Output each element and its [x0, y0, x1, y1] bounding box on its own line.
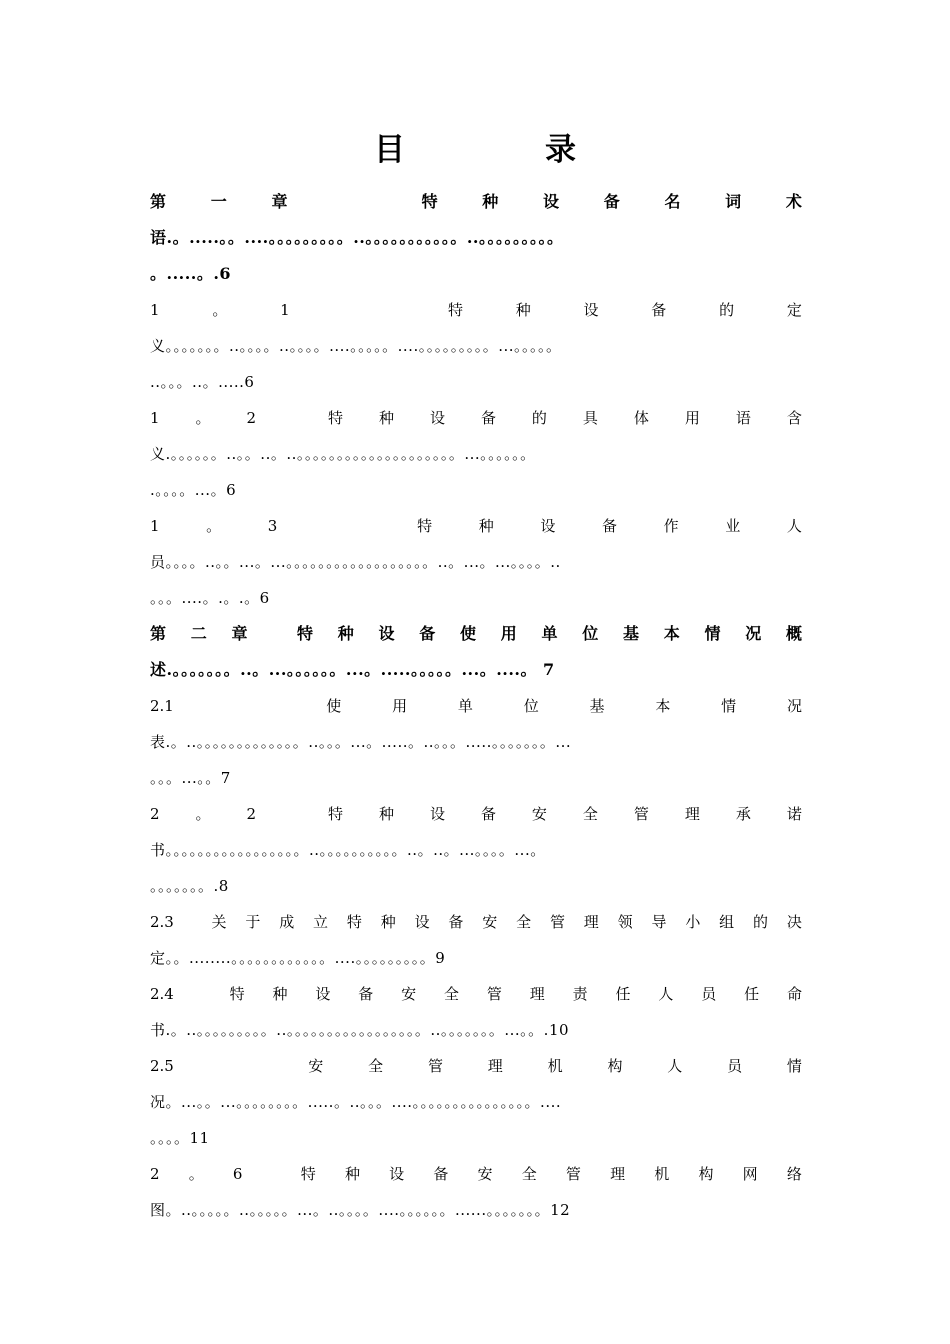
heading-char: 理	[610, 1165, 626, 1183]
heading-char: 种	[344, 1165, 360, 1183]
heading-char: 组	[719, 913, 735, 931]
heading-char: 特	[300, 1165, 316, 1183]
heading-char: 单	[541, 624, 558, 643]
toc-entry-heading[interactable]	[150, 298, 802, 322]
toc-entry-leader: 员。。。。..。。...。...。。。。。。。。。。。。。。。。。。..。...。...。。。。..	[150, 553, 561, 571]
heading-char: 定	[786, 301, 802, 319]
heading-char: 用	[500, 624, 517, 643]
heading-char: 用	[392, 697, 408, 715]
heading-char: 理	[583, 913, 599, 931]
heading-char: 立	[313, 913, 329, 931]
heading-char: 网	[742, 1165, 758, 1183]
heading-char: 管	[565, 1165, 581, 1183]
toc-entry-heading[interactable]	[150, 1054, 802, 1078]
toc-entry-leader: 义.。。。。。。..。。..。..。。。。。。。。。。。。。。。。。。。。...。。。。。。	[150, 445, 536, 463]
heading-char: 单	[457, 697, 473, 715]
heading-char: 1	[150, 517, 160, 535]
heading-char: 备	[602, 517, 618, 535]
heading-char: 的	[753, 913, 769, 931]
toc-entry-heading[interactable]	[150, 802, 802, 826]
heading-char: 具	[582, 409, 598, 427]
heading-char: 种	[380, 913, 396, 931]
heading-char: 管	[633, 805, 649, 823]
heading-char: 成	[279, 913, 295, 931]
heading-char: 2.3	[150, 913, 174, 931]
heading-char: 。	[195, 409, 211, 427]
toc-entry-leader: 况。...。。...。。。。。。。。.....。..。。。....。。。。。。。。。。。。。。。....	[150, 1093, 562, 1111]
heading-char: 种	[378, 805, 394, 823]
heading-char: 备	[651, 301, 667, 319]
heading-char: 全	[521, 1165, 537, 1183]
heading-char: 。	[212, 301, 228, 319]
heading-char: 6	[232, 1165, 243, 1183]
heading-char: 种	[478, 517, 494, 535]
heading-char: 设	[315, 985, 331, 1003]
toc-entry-heading[interactable]	[150, 622, 802, 646]
heading-char: 安	[482, 913, 498, 931]
title-char-2: 录	[545, 132, 576, 168]
heading-char: 领	[617, 913, 633, 931]
heading-char: 2.1	[150, 697, 174, 715]
heading-char: 备	[419, 624, 436, 643]
heading-char: 诺	[786, 805, 802, 823]
heading-char: 设	[583, 301, 599, 319]
heading-char: 管	[427, 1057, 443, 1075]
heading-char: 2.5	[150, 1057, 174, 1075]
heading-char: 词	[725, 192, 742, 211]
heading-char: 章	[271, 192, 288, 211]
heading-char: 。	[188, 1165, 204, 1183]
heading-char: 使	[459, 624, 476, 643]
toc-entry-page-number: 。。。....。.。.。6	[150, 589, 270, 607]
heading-char: 理	[487, 1057, 503, 1075]
heading-char: 1	[150, 301, 160, 319]
heading-char: 全	[582, 805, 598, 823]
toc-entry-page-number: 。。。...。。7	[150, 769, 231, 787]
toc-entry-heading[interactable]	[150, 910, 802, 934]
heading-char: 员	[701, 985, 717, 1003]
heading-char: 一	[210, 192, 227, 211]
heading-char: 特	[327, 409, 343, 427]
heading-char: 构	[607, 1057, 623, 1075]
heading-char: 全	[368, 1057, 384, 1075]
heading-char: 构	[698, 1165, 714, 1183]
heading-char: 人	[667, 1057, 683, 1075]
heading-char: 2	[150, 1165, 160, 1183]
heading-char: 任	[744, 985, 760, 1003]
heading-char: 。	[206, 517, 222, 535]
heading-char: 人	[786, 517, 802, 535]
heading-char: 情	[704, 624, 721, 643]
heading-char: 基	[589, 697, 605, 715]
toc-entry-page-number: 。。。。。。。.8	[150, 877, 229, 895]
heading-char: 全	[516, 913, 532, 931]
heading-char: 命	[786, 985, 802, 1003]
heading-char: 种	[515, 301, 531, 319]
heading-char: 设	[389, 1165, 405, 1183]
toc-entry-heading[interactable]	[150, 1162, 802, 1186]
heading-char: 理	[684, 805, 700, 823]
page-title	[0, 128, 950, 172]
heading-char: 管	[549, 913, 565, 931]
heading-char: 络	[786, 1165, 802, 1183]
heading-char: 概	[785, 624, 802, 643]
heading-char: 备	[448, 913, 464, 931]
heading-char: 备	[358, 985, 374, 1003]
heading-char: 使	[326, 697, 342, 715]
heading-char: 3	[267, 517, 278, 535]
toc-entry-leader: 书.。..。。。。。。。。。..。。。。。。。。。。。。。。。。。..。。。。。。。...。。.10	[150, 1021, 570, 1039]
heading-char: 管	[486, 985, 502, 1003]
title-char-1: 目	[374, 132, 405, 168]
toc-entry-page-number: 。。。。11	[150, 1129, 210, 1147]
heading-char: 第	[150, 192, 167, 211]
heading-char: 备	[480, 409, 496, 427]
toc-entry-page-number: ..。。。..。.....6	[150, 373, 255, 391]
heading-char: 全	[443, 985, 459, 1003]
heading-char: 语	[735, 409, 751, 427]
heading-char: 1	[150, 409, 160, 427]
heading-char: 况	[786, 697, 802, 715]
heading-char: 作	[663, 517, 679, 535]
heading-char: 种	[337, 624, 354, 643]
heading-char: 安	[308, 1057, 324, 1075]
toc-entry-leader: 书。。。。。。。。。。。。。。。。。..。。。。。。。。。。..。..。...。。。。...。	[150, 841, 546, 859]
heading-char: 。	[195, 805, 211, 823]
toc-entry-leader: 语.。.....。。....。。。。。。。。。..。。。。。。。。。。。..。。。。。。。。。	[150, 228, 564, 247]
heading-char: 特	[327, 805, 343, 823]
heading-char: 1	[280, 301, 290, 319]
heading-char: 术	[785, 192, 802, 211]
heading-char: 安	[401, 985, 417, 1003]
heading-char: 种	[272, 985, 288, 1003]
heading-char: 的	[531, 409, 547, 427]
heading-char: 机	[547, 1057, 563, 1075]
toc-entry-leader: 义。。。。。。。..。。。。..。。。。....。。。。。....。。。。。。。。。...。。。。。	[150, 337, 562, 355]
heading-char: 决	[786, 913, 802, 931]
toc-entry-heading[interactable]	[150, 406, 802, 430]
heading-char: 的	[719, 301, 735, 319]
heading-char: 2	[150, 805, 160, 823]
heading-char: 任	[615, 985, 631, 1003]
heading-char: 安	[477, 1165, 493, 1183]
toc-entry-leader: 述.。。。。。。。..。...。。。。。。...。.....。。。。。...。....。 7	[150, 660, 555, 679]
heading-char: 特	[296, 624, 313, 643]
heading-char: 人	[658, 985, 674, 1003]
heading-char: 设	[378, 624, 395, 643]
heading-char: 员	[727, 1057, 743, 1075]
heading-char: 种	[378, 409, 394, 427]
toc-entry-page-number: .。。。。...。6	[150, 481, 237, 499]
heading-char: 设	[543, 192, 560, 211]
heading-char: 承	[735, 805, 751, 823]
heading-char: 安	[531, 805, 547, 823]
heading-char: 理	[529, 985, 545, 1003]
heading-char: 特	[447, 301, 463, 319]
heading-char: 含	[786, 409, 802, 427]
heading-char: 用	[684, 409, 700, 427]
heading-char: 情	[721, 697, 737, 715]
toc-entry-leader: 定。。........。。。。。。。。。。。。....。。。。。。。。。9	[150, 949, 446, 967]
heading-char: 于	[245, 913, 261, 931]
heading-char: 业	[725, 517, 741, 535]
heading-char: 机	[654, 1165, 670, 1183]
heading-char: 本	[655, 697, 671, 715]
heading-char: 设	[429, 805, 445, 823]
heading-char: 种	[482, 192, 499, 211]
heading-char: 情	[786, 1057, 802, 1075]
toc-entry-leader: 表.。..。。。。。。。。。。。。。..。。。...。.....。..。。。.....。。。。。。。...	[150, 733, 572, 751]
toc-entry-page-number: 。.....。.6	[150, 264, 232, 283]
heading-char: 设	[540, 517, 556, 535]
toc-entry-heading[interactable]	[150, 514, 802, 538]
heading-char: 体	[633, 409, 649, 427]
heading-char: 位	[523, 697, 539, 715]
heading-char: 特	[417, 517, 433, 535]
heading-char: 2	[246, 409, 257, 427]
heading-char: 名	[664, 192, 681, 211]
heading-char: 导	[651, 913, 667, 931]
heading-char: 特	[421, 192, 438, 211]
heading-char: 位	[582, 624, 599, 643]
heading-char: 章	[231, 624, 248, 643]
heading-char: 特	[229, 985, 245, 1003]
heading-char: 备	[603, 192, 620, 211]
heading-char: 设	[414, 913, 430, 931]
heading-char: 本	[663, 624, 680, 643]
heading-char: 小	[685, 913, 701, 931]
heading-char: 备	[433, 1165, 449, 1183]
heading-char: 二	[190, 624, 207, 643]
heading-char: 基	[622, 624, 639, 643]
heading-char: 关	[211, 913, 227, 931]
heading-char: 2.4	[150, 985, 174, 1003]
heading-char: 2	[246, 805, 257, 823]
heading-char: 设	[429, 409, 445, 427]
toc-entry-heading[interactable]	[150, 982, 802, 1006]
toc-entry-leader: 图。..。。。。。..。。。。。...。..。。。。....。。。。。。......。。。。。。。12	[150, 1201, 571, 1219]
heading-char: 第	[150, 624, 167, 643]
heading-char: 特	[346, 913, 362, 931]
toc-entry-heading[interactable]	[150, 190, 802, 214]
toc-entry-heading[interactable]	[150, 694, 802, 718]
heading-char: 责	[572, 985, 588, 1003]
heading-char: 况	[745, 624, 762, 643]
heading-char: 备	[480, 805, 496, 823]
